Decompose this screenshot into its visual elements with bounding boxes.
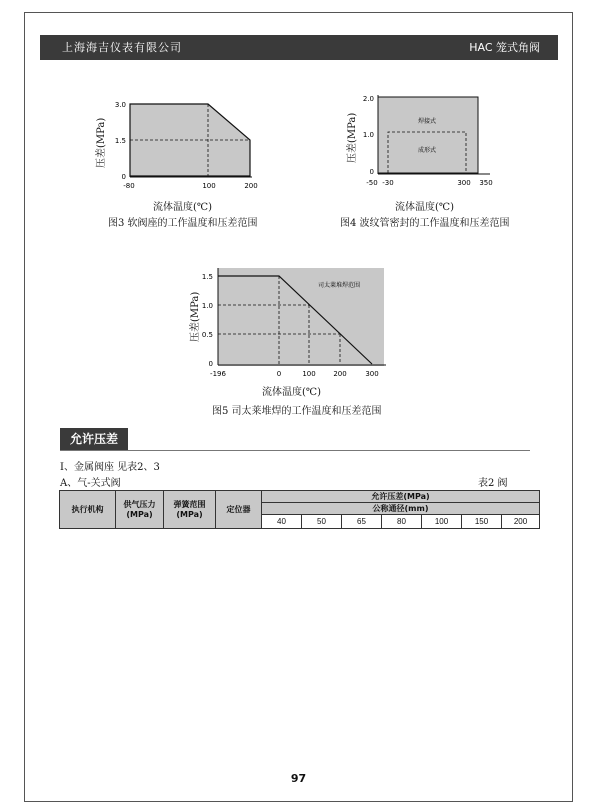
h-supply: 供气压力 (MPa)	[116, 491, 164, 529]
fig5-xlabel: 流体温度(℃)	[262, 387, 321, 398]
page-header	[40, 35, 558, 60]
allowable-pressure-table	[59, 490, 540, 529]
fig5-xtick: 300	[365, 370, 379, 378]
product-name: HAC 笼式角阀	[469, 41, 540, 54]
fig5-label: 司太莱堆焊范围	[318, 282, 361, 289]
fig5-xtick: -196	[210, 370, 226, 378]
fig5-ytick: 1.0	[201, 302, 213, 310]
fig3-xtick: 100	[202, 182, 216, 190]
fig3-caption: 图3 软阀座的工作温度和压差范围	[108, 218, 258, 229]
section-line1: I、金属阀座 见表2、3	[60, 462, 160, 473]
fig5-ytick: 1.5	[201, 273, 213, 281]
fig5-xtick: 200	[333, 370, 347, 378]
fig5-xtick: 0	[276, 370, 282, 378]
fig3-ylabel: 压差(MPa)	[96, 117, 107, 168]
fig3-xtick: -80	[123, 182, 135, 190]
section-divider	[60, 450, 530, 451]
size: 150	[462, 515, 502, 529]
fig3-xtick: 200	[244, 182, 258, 190]
size: 65	[342, 515, 382, 529]
fig4-xlabel: 流体温度(℃)	[395, 202, 454, 213]
size: 80	[382, 515, 422, 529]
fig5-chart	[200, 265, 390, 385]
fig4-xtick: -50	[366, 179, 378, 187]
h-exec: 执行机构	[60, 491, 116, 529]
fig4-ylabel: 压差(MPa)	[347, 112, 358, 163]
page-number: 97	[290, 772, 307, 785]
fig5-xtick: 100	[302, 370, 316, 378]
fig5-ytick: 0	[208, 360, 213, 368]
fig4-label-welded: 焊接式	[418, 118, 437, 125]
h-positioner: 定位器	[216, 491, 262, 529]
fig3-ytick: 1.5	[114, 137, 126, 145]
fig3-chart	[90, 95, 270, 205]
h-spring: 弹簧范围 (MPa)	[164, 491, 216, 529]
section-line2: A、气-关式阀	[60, 478, 121, 489]
size: 40	[262, 515, 302, 529]
fig4-ytick: 1.0	[362, 131, 374, 139]
fig3-ytick: 3.0	[114, 101, 126, 109]
fig4-xtick: -30	[382, 179, 394, 187]
fig5-ylabel: 压差(MPa)	[190, 291, 201, 342]
h-allowable: 允许压差(MPa)	[262, 491, 540, 503]
fig4-xtick: 300	[457, 179, 471, 187]
h-dn: 公称通径(mm)	[262, 503, 540, 515]
table-label: 表2 阀	[478, 478, 508, 489]
fig4-chart	[360, 90, 500, 190]
section-title: 允许压差	[60, 428, 128, 450]
fig3-ytick: 0	[121, 173, 126, 181]
fig4-label-formed: 成形式	[418, 147, 437, 154]
size: 200	[502, 515, 540, 529]
size: 100	[422, 515, 462, 529]
fig5-caption: 图5 司太莱堆焊的工作温度和压差范围	[212, 406, 382, 417]
fig4-ytick: 2.0	[362, 95, 374, 103]
fig4-ytick: 0	[369, 168, 374, 176]
company-name: 上海海吉仪表有限公司	[62, 41, 182, 54]
fig4-region	[378, 97, 478, 173]
size: 50	[302, 515, 342, 529]
fig3-xlabel: 流体温度(℃)	[153, 202, 212, 213]
fig4-caption: 图4 波纹管密封的工作温度和压差范围	[340, 218, 510, 229]
fig5-ytick: 0.5	[201, 331, 213, 339]
fig4-xtick: 350	[479, 179, 493, 187]
